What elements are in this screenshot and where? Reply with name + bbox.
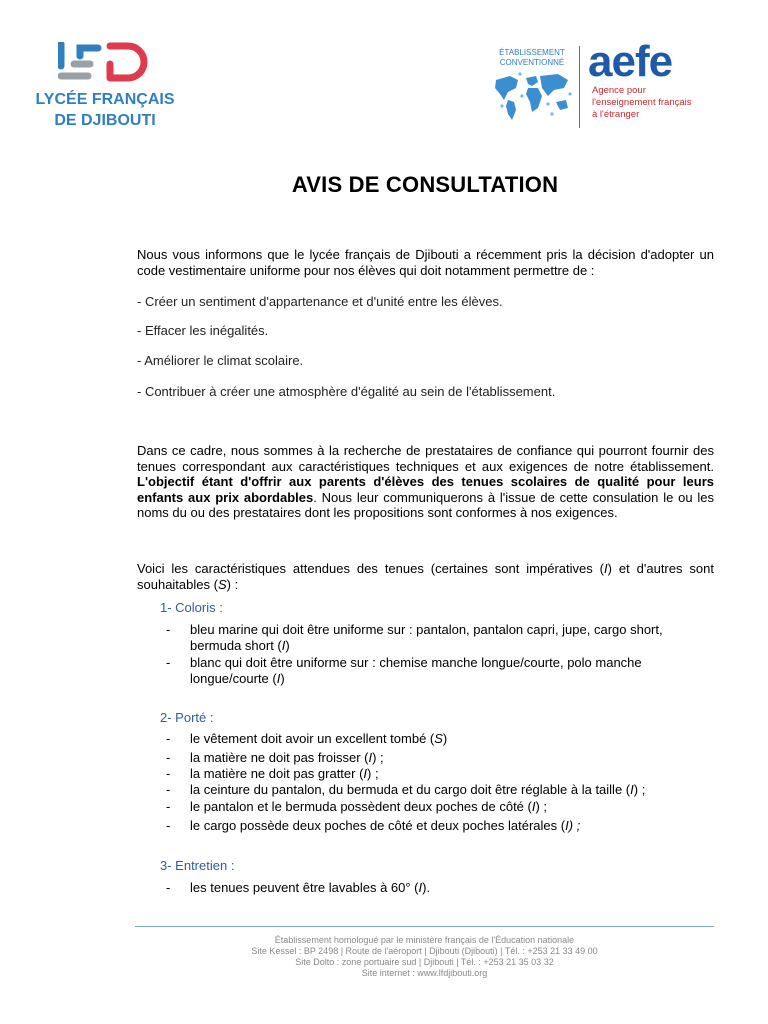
item-code: I <box>363 766 368 781</box>
list-dash: - <box>166 818 171 833</box>
specs-intro-code: I <box>604 561 608 576</box>
item-end: ) ; <box>568 818 581 833</box>
aefe-tagline-line3: à l'étranger <box>592 109 640 120</box>
item-end: ). <box>422 880 431 895</box>
list-dash: - <box>166 782 171 797</box>
specs-intro <box>137 561 714 592</box>
item-text: la matière ne doit pas gratter ( <box>190 766 364 781</box>
list-dash: - <box>166 622 171 637</box>
item-code: I <box>418 880 423 895</box>
badge-line2: CONVENTIONNÉ <box>499 58 565 67</box>
list-dash: - <box>166 731 171 746</box>
context-objective: L'objectif étant d'offrir aux parents d'élèves des tenues scolaires de qualité pour leurs enfants aux prix abordables <box>137 474 714 505</box>
footer-divider <box>135 926 714 927</box>
item-text: le pantalon et le bermuda possèdent deux poches de côté ( <box>190 799 532 814</box>
list-item-text <box>190 880 700 896</box>
aefe-tagline-line1: Agence pour <box>592 85 646 96</box>
section-heading-entretien: 3- Entretien : <box>160 858 235 873</box>
aefe-tagline <box>592 85 722 121</box>
school-name-line2: DE DJIBOUTI <box>54 112 156 129</box>
item-end: ) <box>285 637 290 653</box>
list-dash: - <box>166 655 171 670</box>
context-text-2: . Nous leur communiquerons à l'issue de cette consulation le ou les noms du ou des prestataires dont les propositions sont conformes à nos exigences. <box>137 489 715 521</box>
badge-line1: ÉTABLISSEMENT <box>499 48 565 57</box>
document-title: AVIS DE CONSULTATION <box>291 172 559 197</box>
section-heading-porte: 2- Porté : <box>160 710 214 725</box>
item-text: la matière ne doit pas froisser ( <box>190 750 369 765</box>
list-item-text <box>190 818 700 834</box>
specs-intro-text: Voici les caractéristiques attendues des tenues (certaines sont impératives ( <box>137 561 604 576</box>
list-item-text <box>190 731 700 747</box>
item-end: ) <box>442 731 448 746</box>
item-end: ) ; <box>535 799 548 814</box>
item-text: le vêtement doit avoir un excellent tombé ( <box>190 731 435 746</box>
list-dash: - <box>166 750 171 765</box>
specs-intro-text: ) : <box>226 576 239 592</box>
footer-line: Établissement homologué par le ministère français de l'Éducation nationale <box>274 935 575 945</box>
footer-line: Site Kessel : BP 2498 | Route de l'aéroport | Djibouti (Djibouti) | Tél. : +253 21 33 49 00 <box>251 946 598 956</box>
item-end: ) ; <box>633 782 646 797</box>
item-code: I <box>368 750 373 765</box>
item-code: I <box>531 799 536 814</box>
aefe-brand: aefe <box>588 37 673 86</box>
goal-item: - Améliorer le climat scolaire. <box>137 353 304 368</box>
item-code: I <box>276 670 281 686</box>
item-end: ) ; <box>372 750 384 765</box>
aefe-tagline-line2: l'enseignement français <box>592 97 692 108</box>
item-code: I <box>630 782 634 797</box>
goal-item: - Effacer les inégalités. <box>137 323 269 338</box>
context-text-1: Dans ce cadre, nous sommes à la recherche de prestataires de confiance qui pourront fournir des tenues correspondant aux caractéristiques techniques et aux exigences de notre établissement. <box>137 443 714 474</box>
goal-item: - Créer un sentiment d'appartenance et d'unité entre les élèves. <box>137 294 503 309</box>
item-text: le cargo possède deux poches de côté et deux poches latérales ( <box>190 818 566 833</box>
list-item-text <box>190 766 700 782</box>
list-item-text <box>190 622 700 653</box>
badge-text <box>490 48 574 68</box>
goal-item: - Contribuer à créer une atmosphère d'égalité au sein de l'établissement. <box>137 384 556 399</box>
footer-line: Site internet : www.lfdjibouti.org <box>361 968 488 978</box>
list-dash: - <box>166 880 171 895</box>
list-item-text <box>190 782 700 798</box>
item-text: les tenues peuvent être lavables à 60° ( <box>190 880 419 895</box>
item-text: bleu marine qui doit être uniforme sur : pantalon, pantalon capri, jupe, cargo short, bermuda short ( <box>190 622 663 653</box>
list-dash: - <box>166 799 171 814</box>
item-text: la ceinture du pantalon, du bermuda et du cargo doit être réglable à la taille ( <box>190 782 631 797</box>
footer <box>135 935 714 979</box>
item-end: ) ; <box>367 766 379 781</box>
lfd-logo-icon <box>58 42 148 82</box>
item-code: S <box>434 731 443 746</box>
intro-paragraph: Nous vous informons que le lycée français de Djibouti a récemment pris la décision d'adopter un code vestimentaire uniforme pour nos élèves qui doit notamment permettre de : <box>137 247 714 278</box>
list-item-text <box>190 750 700 766</box>
world-map-icon <box>492 70 572 122</box>
specs-intro-code: S <box>217 576 227 592</box>
footer-line: Site Dolto : zone portuaire sud | Djibouti | Tél. : +253 21 35 03 32 <box>295 957 554 967</box>
list-dash: - <box>166 766 171 781</box>
specs-intro-text: ) et d'autres sont souhaitables ( <box>137 561 714 592</box>
item-end: ) <box>280 670 285 686</box>
context-paragraph <box>137 443 714 521</box>
item-code: I <box>281 637 286 653</box>
item-text: blanc qui doit être uniforme sur : chemise manche longue/courte, polo manche longue/courte ( <box>190 655 642 686</box>
school-name-line1: LYCÉE FRANÇAIS <box>35 91 175 108</box>
list-item-text <box>190 655 700 686</box>
item-code: I <box>565 818 569 833</box>
list-item-text <box>190 799 700 815</box>
logo-divider <box>579 46 580 128</box>
section-heading-coloris: 1- Coloris : <box>160 600 223 615</box>
